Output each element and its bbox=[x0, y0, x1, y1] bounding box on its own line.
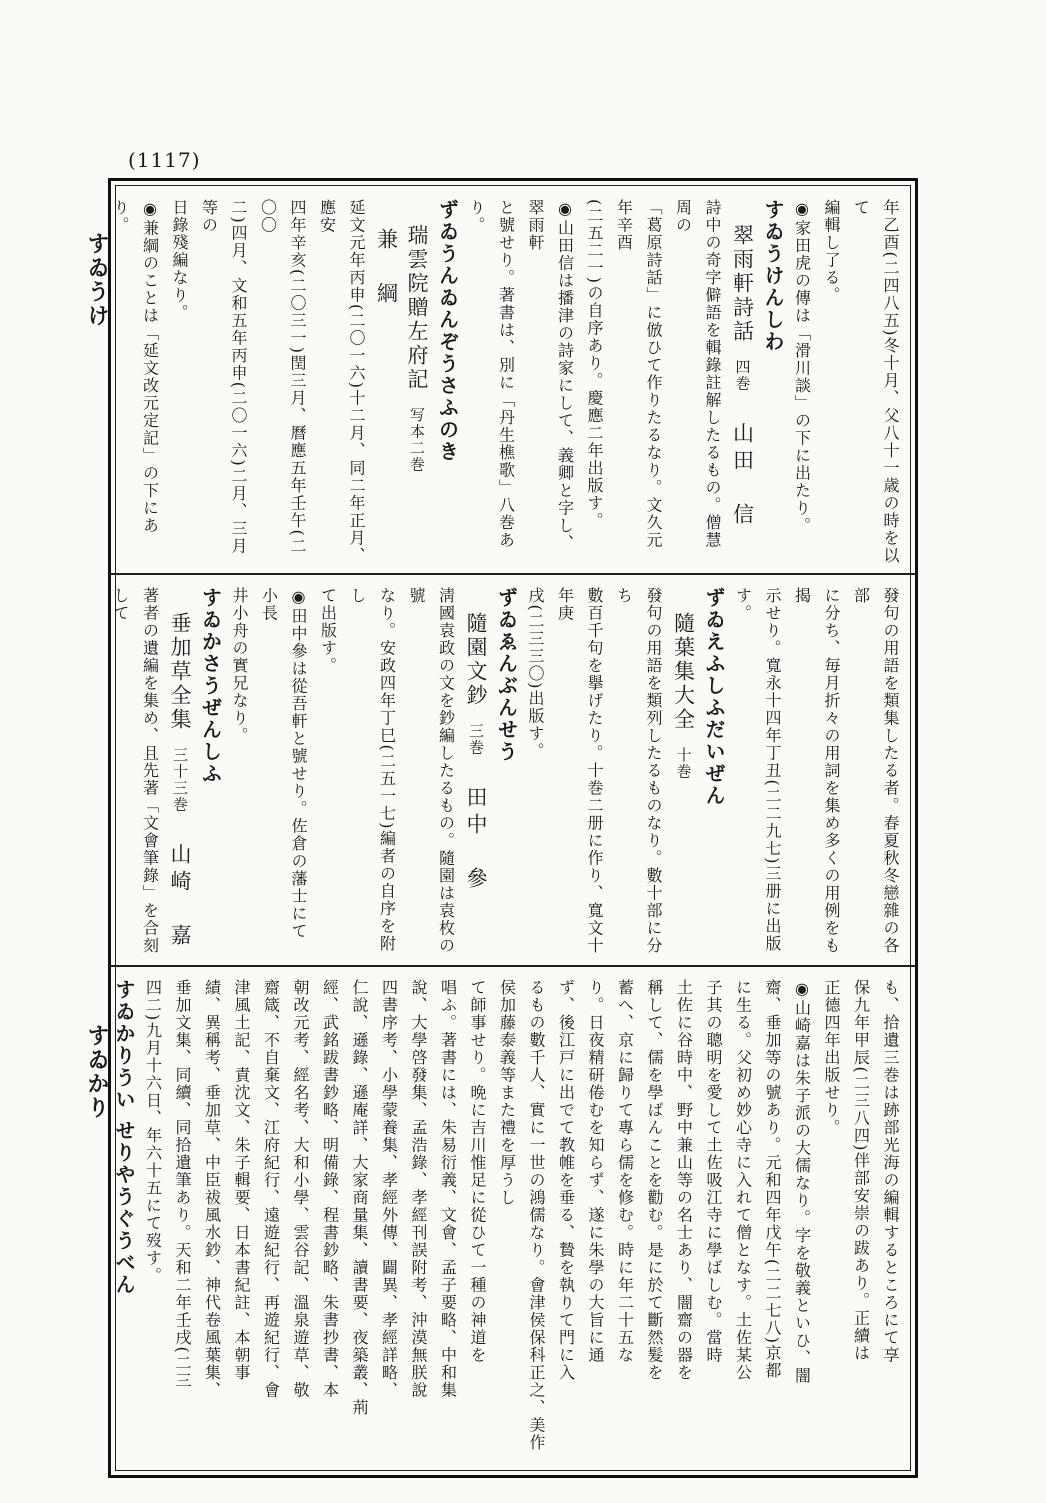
text-line: 朝改元考、經名考、大和小學、雲谷記、溫泉遊草、敬 bbox=[291, 979, 310, 1399]
text-line: 「葛原詩話」に倣ひて作りたるなり。文久元年辛酉 bbox=[614, 199, 663, 549]
text-line: 津風土記、責沈文、朱子輯要、日本書紀註、本朝事 bbox=[232, 979, 251, 1382]
text-line: ず、後江戸に出でて教帷を垂る、贄を執りて門に入 bbox=[556, 979, 576, 1382]
text-line: 延文元年丙申(二〇一六)十二月、同二年正月、應安 bbox=[317, 199, 366, 565]
text-line: 稱して、儒を學ばんことを勸む。是に於て斷然髮を bbox=[645, 979, 664, 1382]
text-line: 子其の聰明を愛して土佐吸江寺に學ばしむ。當時 bbox=[704, 979, 723, 1364]
text-line: 年乙酉(二四八五)冬十月、父八十一歳の時を以て bbox=[851, 199, 900, 565]
text-line: 保九年甲辰(二三八四)伴部安崇の跋あり。正續は bbox=[851, 979, 871, 1362]
text-line: 垂加文集、同續、同拾遺筆あり。天和二年壬戌(二三 bbox=[173, 979, 192, 1390]
entry-title-line bbox=[165, 587, 196, 957]
text-line: 戌(二三三〇)出版す。 bbox=[526, 587, 545, 760]
tier-divider-1 bbox=[111, 573, 915, 575]
text-line: 淸國袁政の文を鈔編したるもの。隨園は袁枚の號 bbox=[407, 587, 456, 955]
text-line: ◉山田信は播津の詩家にして、義卿と字し、翠雨軒 bbox=[526, 199, 575, 552]
text-line: 齋箴、不自棄文、江府紀行、遠遊紀行、再遊紀行、會 bbox=[261, 979, 281, 1399]
text-line: て師事せり。晩に吉川惟足に從ひて一種の神道を bbox=[468, 979, 487, 1364]
author-name: 兼 綱 bbox=[374, 228, 399, 310]
text-line: なり。安政四年丁巳(二五一七)編者の自序を附し bbox=[348, 587, 397, 953]
text-line: 井小舟の實兄なり。 bbox=[230, 587, 249, 745]
volume-count: 三巻 bbox=[467, 723, 485, 757]
entry-heading: ずゐうんゐんぞうさふのき bbox=[435, 199, 460, 463]
text-line: ◉田中參は從吾軒と號せり。佐倉の藩士にて小長 bbox=[259, 587, 308, 940]
text-line: 數百千句を擧げたり。十巻二册に作り、寬文十年庚 bbox=[555, 587, 604, 955]
book-title: 翠雨軒詩話 bbox=[730, 224, 755, 345]
text-line: ◉家田虎の傳は「滑川談」の下に出たり。 bbox=[792, 199, 812, 535]
author-name: 山田 信 bbox=[730, 421, 755, 530]
text-line: 日錄殘編なり。 bbox=[170, 199, 189, 322]
text-line: ◉兼綱のことは「延文改元定記」の下にあり。 bbox=[111, 199, 160, 535]
text-line: 著者の遺編を集め、且先著「文會筆錄」を合刻して bbox=[111, 587, 160, 955]
book-title: 隨園文鈔 bbox=[464, 612, 488, 709]
entry-title-line bbox=[727, 199, 758, 565]
entry-title-line bbox=[668, 587, 699, 957]
text-line: て出版す。 bbox=[318, 587, 338, 675]
text-line: 二)四月、文和五年丙申(二〇一六)二月、三月等の bbox=[199, 199, 248, 555]
book-title: 垂加草全集 bbox=[168, 612, 192, 733]
tier-upper-text bbox=[111, 199, 905, 565]
entry-heading: ずゐえふしふだいぜん bbox=[702, 587, 726, 807]
margin-heading-bottom: すゐかり bbox=[84, 1024, 110, 1120]
text-line: (二五二一)の自序あり。慶應二年出版す。 bbox=[585, 199, 604, 530]
text-line: と號せり。著書は、別に「丹生樵歌」八巻あり。 bbox=[467, 199, 516, 549]
text-line: 正德四年出版せり。 bbox=[822, 979, 841, 1137]
volume-count: 十巻 bbox=[674, 747, 693, 781]
volume-count: 三十三巻 bbox=[171, 747, 189, 814]
text-line: 績、異稱考、垂加草、中臣祓風水鈔、神代卷風葉集、 bbox=[202, 979, 222, 1399]
text-line: るもの數千人、實に一世の鴻儒なり。會津侯保科正之、美作侯加藤泰義等また禮を厚うし bbox=[497, 979, 546, 1452]
text-line: 詩中の奇字僻語を輯錄註解したるもの。僧慧周の bbox=[673, 199, 722, 549]
volume-count: 写本二巻 bbox=[408, 407, 426, 474]
tier-middle bbox=[111, 577, 915, 963]
tier-upper bbox=[111, 189, 915, 571]
text-line: 土佐に谷時中、野中兼山等の名士あり、闇齋の器を bbox=[674, 979, 694, 1382]
margin-heading-top: すゐうけ bbox=[84, 232, 110, 328]
tier-lower bbox=[111, 969, 915, 1469]
book-title: 瑞雲院贈左府記 bbox=[405, 224, 429, 393]
text-line: 經、武銘跋書鈔略、明備錄、程書鈔略、朱書抄書、本 bbox=[320, 979, 340, 1399]
tier-middle-text bbox=[111, 587, 905, 957]
text-line: 說、大學啓發集、孟浩錄、孝經刊誤附考、沖漠無朕說 bbox=[409, 979, 428, 1399]
text-line: に生る。父初め妙心寺に入れて僧となす。土佐某公 bbox=[733, 979, 753, 1382]
author-name: 田中 參 bbox=[464, 785, 488, 894]
text-line: 齋、垂加等の號あり。元和四年戊午(二二七八)京都 bbox=[763, 979, 782, 1380]
entry-heading: すゐかりうい せりやうぐうべん bbox=[112, 979, 136, 1296]
tier-divider-2 bbox=[111, 965, 915, 967]
entry-title-line bbox=[461, 587, 492, 957]
text-line: も、拾遺三巻は跡部光海の編輯するところにて享 bbox=[881, 979, 900, 1364]
text-line: 仁說、遜錄、遜庵詳、大家商量集、讀書要、夜築叢、荊 bbox=[350, 979, 369, 1417]
text-line: 唱ふ。著書には、朱易衍義、文會、孟子要略、中和集 bbox=[438, 979, 458, 1399]
text-line: 發句の用語を類列したるものなり。數十部に分ち bbox=[614, 587, 663, 955]
text-line: 四二)九月十六日、年六十五にて歿す。 bbox=[143, 979, 163, 1285]
entry-heading: すゐかさうぜんしふ bbox=[198, 587, 223, 785]
text-line: り。日夜精研倦むを知らず、遂に朱學の大旨に通 bbox=[586, 979, 605, 1364]
text-line: 四書序考、小學蒙養集、孝經外傳、闢異、孝經詳略、 bbox=[379, 979, 399, 1399]
text-line: 四年辛亥(二〇三一)閏三月、曆應五年壬午(二〇〇 bbox=[258, 199, 307, 555]
entry-title-line bbox=[371, 199, 432, 565]
text-line: 發句の用語を類集したる者。春夏秋冬戀雜の各部 bbox=[851, 587, 900, 955]
page-number: (1117) bbox=[128, 148, 201, 172]
entry-heading: ずゐゑんぶんせう bbox=[494, 587, 519, 763]
text-line: ◉山崎嘉は朱子派の大儒なり。字を敬義といひ、闇 bbox=[792, 979, 812, 1385]
text-line: 編輯し了る。 bbox=[822, 199, 841, 304]
book-title: 隨葉集大全 bbox=[671, 612, 696, 733]
volume-count: 四巻 bbox=[733, 359, 752, 393]
tier-lower-text bbox=[112, 979, 905, 1463]
text-line: 示せり。寬永十四年丁丑(二二九七)三册に出版す。 bbox=[733, 587, 782, 953]
page-frame bbox=[108, 178, 918, 1478]
author-name: 山崎 嘉 bbox=[168, 842, 192, 951]
text-line: 蓄へ、京に歸りて專ら儒を修む。時に年二十五な bbox=[615, 979, 635, 1364]
entry-heading: すゐうけんしわ bbox=[761, 199, 785, 353]
text-line: に分ち、毎月折々の用詞を集め多くの用例をも揭 bbox=[792, 587, 841, 955]
